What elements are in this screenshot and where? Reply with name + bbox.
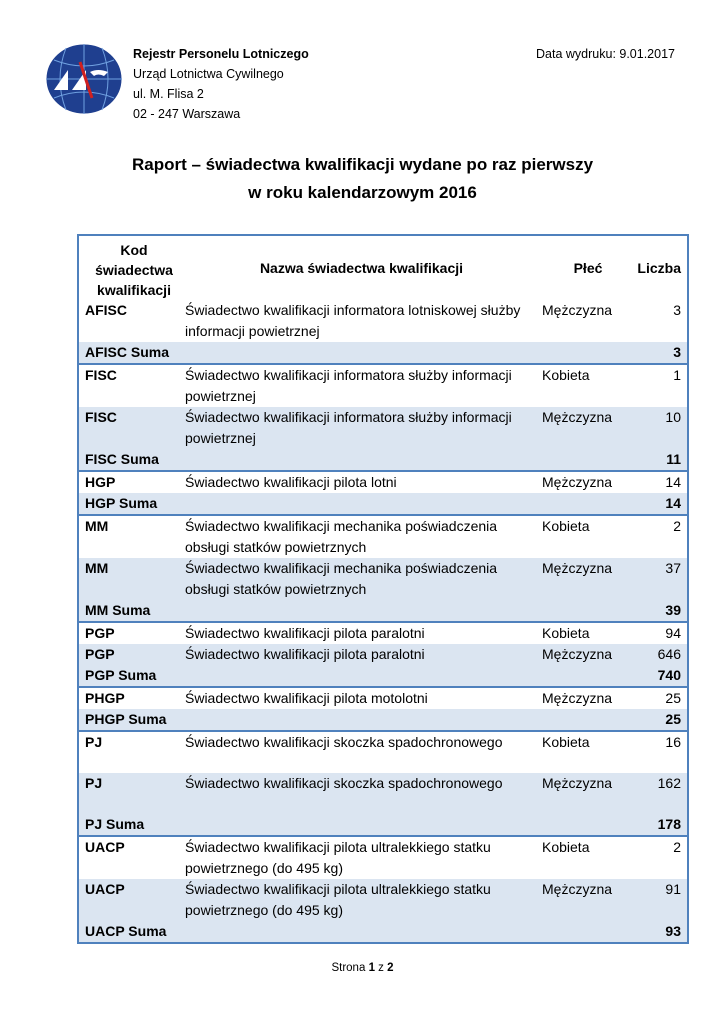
cell-sex: Mężczyzna <box>542 690 613 706</box>
cell-code: PGP <box>85 625 115 641</box>
page-current: 1 <box>368 962 375 974</box>
header-code-line3: kwalifikacji <box>97 282 171 298</box>
cell-name <box>183 493 538 514</box>
table-sum-row <box>79 921 687 942</box>
cell-count: 14 <box>665 495 681 511</box>
cell-code: UACP <box>85 839 125 855</box>
cell-name: Świadectwo kwalifikacji mechanika poświadczenia obsługi statków powietrznych <box>185 518 498 555</box>
table-row <box>79 773 687 814</box>
report-table <box>77 234 689 944</box>
cell-name <box>183 342 538 363</box>
cell-code: UACP <box>85 881 125 897</box>
cell-sex: Kobieta <box>542 367 590 383</box>
cell-name: Świadectwo kwalifikacji skoczka spadochronowego <box>185 775 503 791</box>
cell-code: PJ Suma <box>85 816 145 832</box>
table-row <box>79 300 687 342</box>
table-sum-row <box>79 493 687 516</box>
cell-code: AFISC Suma <box>85 344 170 360</box>
cell-sex <box>538 709 634 730</box>
cell-count: 16 <box>665 734 681 750</box>
cell-name: Świadectwo kwalifikacji pilota ultralekkiego statku powietrznego (do 495 kg) <box>185 839 491 876</box>
cell-name: Świadectwo kwalifikacji mechanika poświadczenia obsługi statków powietrznych <box>185 560 498 597</box>
header-code <box>79 236 183 300</box>
cell-name: Świadectwo kwalifikacji pilota paralotni <box>185 646 425 662</box>
cell-count: 94 <box>665 625 681 641</box>
table-row <box>79 688 687 709</box>
table-header <box>79 236 687 300</box>
header-count: Liczba <box>637 260 681 276</box>
cell-count: 93 <box>665 923 681 939</box>
table-sum-row <box>79 665 687 688</box>
cell-code: MM <box>85 518 109 534</box>
header-code-line1: Kod <box>120 242 148 258</box>
cell-count: 39 <box>665 602 681 618</box>
table-row <box>79 516 687 558</box>
table-row <box>79 365 687 407</box>
cell-sex: Kobieta <box>542 734 590 750</box>
report-title-line2: w roku kalendarzowym 2016 <box>248 183 477 202</box>
cell-sex: Kobieta <box>542 625 590 641</box>
org-address: ul. M. Flisa 2 <box>133 87 204 101</box>
page-word: Strona <box>331 962 366 974</box>
cell-name: Świadectwo kwalifikacji skoczka spadochronowego <box>185 734 503 750</box>
table-sum-row <box>79 449 687 472</box>
cell-sex <box>538 342 634 363</box>
cell-count: 740 <box>657 667 681 683</box>
table-sum-row <box>79 600 687 623</box>
org-postal: 02 - 247 Warszawa <box>133 107 241 121</box>
cell-code: FISC <box>85 409 117 425</box>
cell-name <box>183 665 538 686</box>
table-row <box>79 407 687 449</box>
cell-code: PJ <box>85 775 103 791</box>
cell-sex: Kobieta <box>542 839 590 855</box>
cell-sex <box>538 921 634 942</box>
cell-sex: Mężczyzna <box>542 409 613 425</box>
table-row <box>79 558 687 600</box>
print-date: Data wydruku: 9.01.2017 <box>536 47 675 61</box>
cell-code: PHGP <box>85 690 125 706</box>
cell-name: Świadectwo kwalifikacji informatora służby informacji powietrznej <box>185 367 512 404</box>
cell-name <box>183 600 538 621</box>
cell-count: 1 <box>673 367 681 383</box>
table-row <box>79 472 687 493</box>
cell-code: FISC <box>85 367 117 383</box>
table-row <box>79 879 687 921</box>
cell-count: 162 <box>657 775 681 791</box>
cell-count: 11 <box>666 451 681 467</box>
cell-code: PHGP Suma <box>85 711 167 727</box>
org-name: Rejestr Personelu Lotniczego <box>133 47 309 61</box>
cell-sex <box>538 814 634 835</box>
table-row <box>79 732 687 773</box>
cell-count: 3 <box>673 302 681 318</box>
cell-name <box>183 814 538 835</box>
cell-name: Świadectwo kwalifikacji pilota motolotni <box>185 690 428 706</box>
cell-count: 2 <box>673 839 681 855</box>
table-body <box>79 300 687 942</box>
cell-code: FISC Suma <box>85 451 159 467</box>
cell-sex <box>538 665 634 686</box>
cell-sex: Mężczyzna <box>542 775 613 791</box>
table-row <box>79 623 687 644</box>
cell-count: 2 <box>673 518 681 534</box>
cell-code: HGP <box>85 474 116 490</box>
header-code-line2: świadectwa <box>95 262 173 278</box>
org-line: Urząd Lotnictwa Cywilnego <box>133 67 284 81</box>
cell-name <box>183 449 538 470</box>
cell-count: 25 <box>665 690 681 706</box>
report-title-line1: Raport – świadectwa kwalifikacji wydane po raz pierwszy <box>131 155 594 174</box>
cell-code: PJ <box>85 734 103 750</box>
cell-sex: Mężczyzna <box>542 474 613 490</box>
cell-count: 646 <box>657 646 681 662</box>
cell-sex: Kobieta <box>542 518 590 534</box>
ulc-logo <box>44 42 124 116</box>
organization-block <box>133 44 309 124</box>
cell-name: Świadectwo kwalifikacji informatora służby informacji powietrznej <box>185 409 512 446</box>
cell-code: MM Suma <box>85 602 151 618</box>
cell-name: Świadectwo kwalifikacji informatora lotniskowej służby informacji powietrznej <box>185 302 521 339</box>
cell-sex <box>538 600 634 621</box>
cell-name <box>183 709 538 730</box>
report-title <box>0 151 725 207</box>
table-row <box>79 837 687 879</box>
cell-code: PGP Suma <box>85 667 157 683</box>
cell-sex: Mężczyzna <box>542 560 613 576</box>
table-sum-row <box>79 342 687 365</box>
cell-count: 10 <box>665 409 681 425</box>
cell-name: Świadectwo kwalifikacji pilota lotni <box>185 474 397 490</box>
cell-sex: Mężczyzna <box>542 881 613 897</box>
cell-count: 91 <box>665 881 681 897</box>
cell-count: 37 <box>665 560 681 576</box>
cell-sex <box>538 449 634 470</box>
cell-code: AFISC <box>85 302 127 318</box>
cell-code: PGP <box>85 646 115 662</box>
cell-sex: Mężczyzna <box>542 302 613 318</box>
header-name: Nazwa świadectwa kwalifikacji <box>259 260 464 276</box>
table-sum-row <box>79 709 687 732</box>
table-sum-row <box>79 814 687 837</box>
cell-count: 14 <box>665 474 681 490</box>
cell-code: HGP Suma <box>85 495 158 511</box>
cell-code: UACP Suma <box>85 923 167 939</box>
cell-name: Świadectwo kwalifikacji pilota paralotni <box>185 625 425 641</box>
cell-sex: Mężczyzna <box>542 646 613 662</box>
page-total: 2 <box>387 962 394 974</box>
cell-name: Świadectwo kwalifikacji pilota ultralekkiego statku powietrznego (do 495 kg) <box>185 881 491 918</box>
header-sex: Płeć <box>573 260 603 276</box>
page-footer <box>0 962 725 974</box>
cell-sex <box>538 493 634 514</box>
cell-name <box>183 921 538 942</box>
table-row <box>79 644 687 665</box>
cell-code: MM <box>85 560 109 576</box>
cell-count: 178 <box>657 816 681 832</box>
cell-count: 3 <box>673 344 681 360</box>
page-of: z <box>378 962 384 974</box>
cell-count: 25 <box>665 711 681 727</box>
